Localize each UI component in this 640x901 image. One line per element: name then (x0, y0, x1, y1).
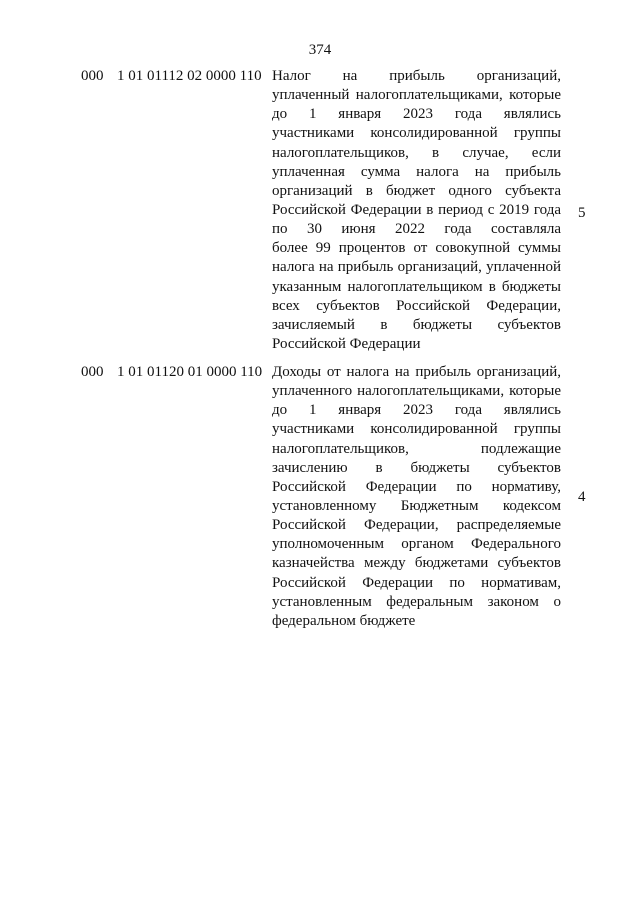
description-line: всех субъектов Российской Федерации, (272, 297, 561, 314)
description-line: указанным налогоплательщиком в бюджеты (272, 278, 561, 295)
description-line: зачисляемый в бюджеты субъектов (272, 316, 561, 333)
description-line: Российской Федерации по нормативу, (272, 478, 561, 495)
description-line: установленным федеральным законом о (272, 593, 561, 610)
description-line: более 99 процентов от совокупной суммы (272, 240, 561, 257)
description-line: Российской Федерации по нормативам, (272, 574, 561, 591)
description-line: участниками консолидированной группы (272, 421, 561, 438)
description-line: налогоплательщиков, в случае, если (272, 144, 561, 161)
description-line: Российской Федерации в период с 2019 года (272, 201, 561, 218)
description-line: организаций в бюджет одного субъекта (272, 182, 561, 199)
normative-percent: 5 (578, 205, 586, 221)
description-line: до 1 января 2023 года являлись (272, 402, 561, 419)
description-line: налога на прибыль организаций, уплаченной (272, 259, 561, 276)
description-line: налогоплательщиков, подлежащие (272, 440, 561, 457)
description-line: по 30 июня 2022 года составляла (272, 221, 561, 238)
description-line: уплаченный налогоплательщиками, которые (272, 87, 561, 104)
description-line: участниками консолидированной группы (272, 125, 561, 142)
budget-classification-code: 1 01 01120 01 0000 110 (117, 364, 263, 380)
budget-classification-code: 1 01 01112 02 0000 110 (117, 68, 262, 84)
description-line: Налог на прибыль организаций, (272, 68, 561, 84)
revenue-description (272, 67, 561, 354)
description-line: до 1 января 2023 года являлись (272, 106, 561, 123)
description-line: Доходы от налога на прибыль организаций, (272, 364, 561, 380)
description-line: уплаченная сумма налога на прибыль (272, 163, 561, 180)
description-line: Российской Федерации (272, 335, 421, 352)
page-number: 374 (308, 42, 332, 58)
revenue-description (272, 363, 561, 631)
description-line: Российской Федерации, распределяемые (272, 517, 561, 534)
normative-percent: 4 (578, 489, 586, 505)
description-line: федеральном бюджете (272, 612, 416, 629)
description-line: зачислению в бюджеты субъектов (272, 459, 561, 476)
admin-code: 000 (81, 68, 104, 84)
description-line: казначейства между бюджетами субъектов (272, 555, 561, 572)
description-line: установленному Бюджетным кодексом (272, 497, 561, 514)
description-line: уполномоченным органом Федерального (272, 536, 561, 553)
admin-code: 000 (81, 364, 104, 380)
description-line: уплаченного налогоплательщиками, которые (272, 383, 561, 400)
